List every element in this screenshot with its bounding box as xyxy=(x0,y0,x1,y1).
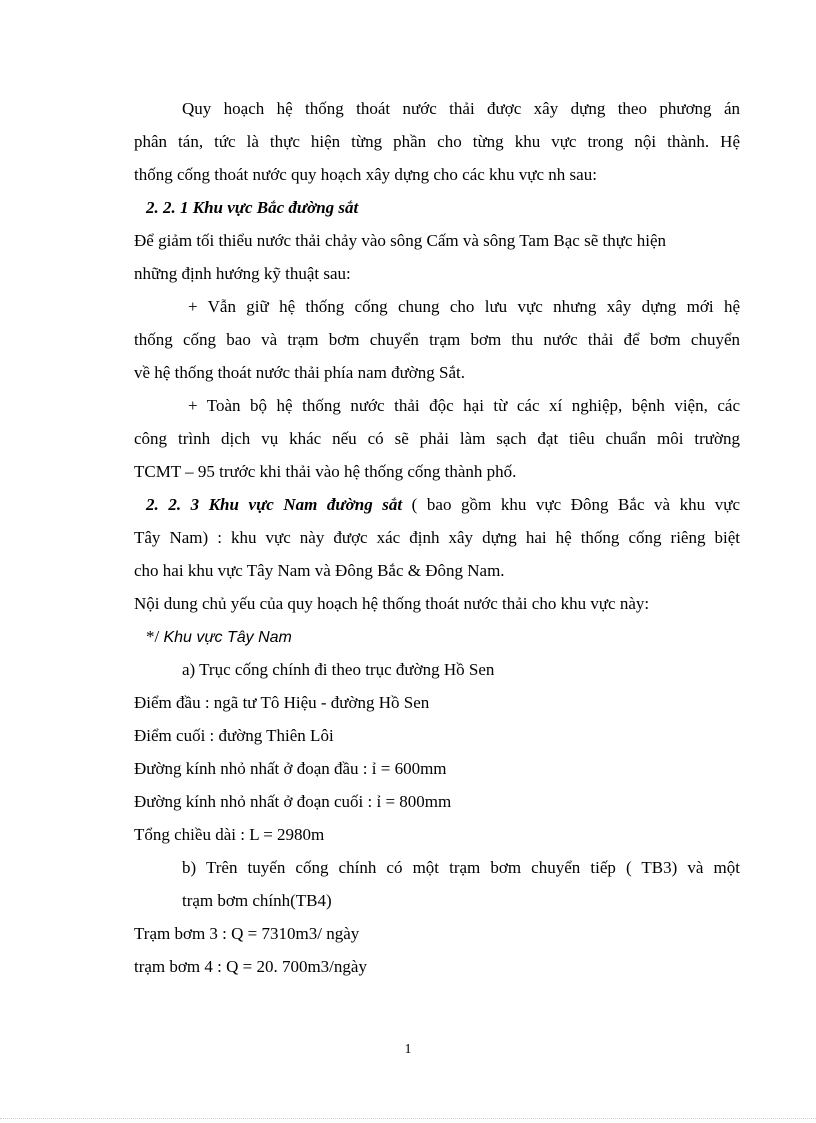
heading-2-2-3-title: 2. 2. 3 Khu vực Nam đường sắt xyxy=(146,495,403,514)
heading-2-2-3-rest: ( bao gồm khu vực Đông Bắc và khu vực xyxy=(402,495,740,514)
paragraph-2-line-1: Để giảm tối thiểu nước thải chảy vào sông Cấm và sông Tam Bạc sẽ thực hiện xyxy=(134,231,667,250)
bullet-1-line-3: về hệ thống thoát nước thải phía nam đường Sắt. xyxy=(134,363,466,382)
total-length: Tổng chiều dài : L = 2980m xyxy=(134,825,325,844)
item-b-line-2: trạm bơm chính(TB4) xyxy=(182,891,332,910)
paragraph-1-line-2: phân tán, tức là thực hiện từng phần cho từng khu vực trong nội thành. Hệ xyxy=(134,132,740,151)
end-point: Điểm cuối : đường Thiên Lôi xyxy=(134,726,334,745)
subheading-tay-nam xyxy=(146,626,292,649)
heading-2-2-1: 2. 2. 1 Khu vực Bắc đường sắt xyxy=(146,198,359,217)
heading-2-2-3-line-2: Tây Nam) : khu vực này được xác định xây dựng hai hệ thống cống riêng biệt xyxy=(134,528,740,547)
bullet-1-line-1: + Vẫn giữ hệ thống cống chung cho lưu vực nhưng xây dựng mới hệ xyxy=(188,297,740,316)
pump-station-3: Trạm bơm 3 : Q = 7310m3/ ngày xyxy=(134,924,360,943)
bullet-2-line-3: TCMT – 95 trước khi thải vào hệ thống cống thành phố. xyxy=(134,462,517,481)
pump-station-4: trạm bơm 4 : Q = 20. 700m3/ngày xyxy=(134,957,367,976)
paragraph-1-line-3: thống cống thoát nước quy hoạch xây dựng cho các khu vực nh sau: xyxy=(134,165,597,184)
bullet-2-line-2: công trình dịch vụ khác nếu có sẽ phải làm sạch đạt tiêu chuẩn môi trường xyxy=(134,429,740,448)
min-diameter-end: Đường kính nhỏ nhất ở đoạn cuối : ỉ = 800mm xyxy=(134,792,452,811)
item-b-line-1: b) Trên tuyến cống chính có một trạm bơm chuyển tiếp ( TB3) và một xyxy=(182,858,740,877)
page-bottom-divider xyxy=(0,1118,816,1119)
paragraph-1-line-1: Quy hoạch hệ thống thoát nước thải được xây dựng theo phương án xyxy=(182,99,740,118)
min-diameter-start: Đường kính nhỏ nhất ở đoạn đầu : ỉ = 600mm xyxy=(134,759,447,778)
bullet-1-line-2: thống cống bao và trạm bơm chuyển trạm bơm thu nước thải để bơm chuyển xyxy=(134,330,740,349)
item-a: a) Trục cống chính đi theo trục đường Hồ Sen xyxy=(182,660,495,679)
start-point: Điểm đầu : ngã tư Tô Hiệu - đường Hồ Sen xyxy=(134,693,430,712)
paragraph-3: Nội dung chủ yếu của quy hoạch hệ thống thoát nước thải cho khu vực này: xyxy=(134,594,650,613)
page-number: 1 xyxy=(404,1042,412,1057)
heading-2-2-3-line-1 xyxy=(146,494,740,516)
subheading-label: Khu vực Tây Nam xyxy=(163,629,292,646)
bullet-2-line-1: + Toàn bộ hệ thống nước thải độc hại từ các xí nghiệp, bệnh viện, các xyxy=(188,396,740,415)
subheading-prefix: */ xyxy=(146,627,160,646)
paragraph-2-line-2: những định hướng kỹ thuật sau: xyxy=(134,264,351,283)
heading-2-2-3-line-3: cho hai khu vực Tây Nam và Đông Bắc & Đông Nam. xyxy=(134,561,505,580)
